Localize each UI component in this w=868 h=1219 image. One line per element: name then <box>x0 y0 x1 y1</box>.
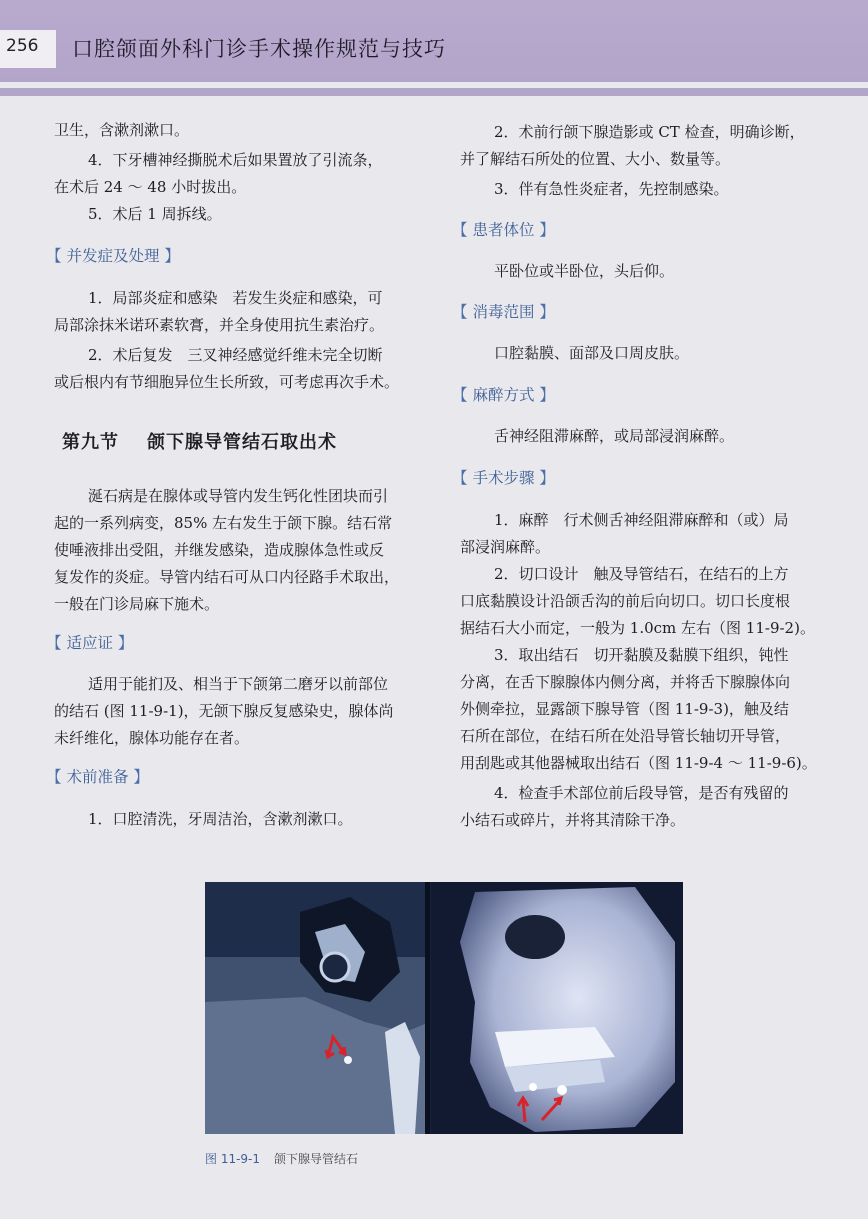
paragraph: 使唾液排出受阻，并继发感染，造成腺体急性或反 <box>54 541 385 559</box>
paragraph: 1．麻醉 行术侧舌神经阻滞麻醉和（或）局 <box>494 511 789 529</box>
paragraph: 外侧牵拉，显露颌下腺导管（图 11-9-3)，触及结 <box>460 700 789 718</box>
book-title: 口腔颌面外科门诊手术操作规范与技巧 <box>72 37 446 61</box>
paragraph: 1．口腔清洗，牙周洁治，含漱剂漱口。 <box>88 810 353 828</box>
paragraph: 2．术前行颌下腺造影或 CT 检查，明确诊断， <box>494 123 805 141</box>
paragraph: 口腔黏膜、面部及口周皮肤。 <box>494 344 690 362</box>
section-title: 颌下腺导管结石取出术 <box>147 432 337 453</box>
subheading-steps: 【 手术步骤 】 <box>452 469 555 487</box>
paragraph: 小结石或碎片，并将其清除干净。 <box>460 811 686 829</box>
paragraph: 分离，在舌下腺腺体内侧分离，并将舌下腺腺体向 <box>460 673 791 691</box>
ct-scan-illustration <box>205 882 683 1134</box>
section-heading <box>62 428 337 454</box>
subheading-preop: 【 术前准备 】 <box>46 768 149 786</box>
subheading-indications: 【 适应证 】 <box>46 634 134 652</box>
subheading-position: 【 患者体位 】 <box>452 221 555 239</box>
paragraph: 用刮匙或其他器械取出结石（图 11-9-4 ～ 11-9-6)。 <box>460 754 817 772</box>
figure-ct-images <box>205 882 683 1134</box>
paragraph: 涎石病是在腺体或导管内发生钙化性团块而引 <box>88 487 389 505</box>
paragraph: 的结石 (图 11-9-1)，无颌下腺反复感染史，腺体尚 <box>54 702 394 720</box>
paragraph: 舌神经阻滞麻醉，或局部浸润麻醉。 <box>494 427 735 445</box>
paragraph: 局部涂抹米诺环素软膏，并全身使用抗生素治疗。 <box>54 316 385 334</box>
paragraph: 部浸润麻醉。 <box>460 538 551 556</box>
paragraph: 3．伴有急性炎症者，先控制感染。 <box>494 180 729 198</box>
paragraph: 一般在门诊局麻下施术。 <box>54 595 220 613</box>
subheading-complications: 【 并发症及处理 】 <box>46 247 180 265</box>
paragraph: 2．术后复发 三叉神经感觉纤维未完全切断 <box>88 346 383 364</box>
figure-caption-text: 颌下腺导管结石 <box>274 1152 359 1166</box>
paragraph: 2．切口设计 触及导管结石，在结石的上方 <box>494 565 789 583</box>
paragraph: 卫生，含漱剂漱口。 <box>54 121 190 139</box>
header-divider <box>0 88 868 96</box>
subheading-disinfection: 【 消毒范围 】 <box>452 303 555 321</box>
paragraph: 适用于能扪及、相当于下颌第二磨牙以前部位 <box>88 675 389 693</box>
paragraph: 5．术后 1 周拆线。 <box>88 205 222 223</box>
subheading-anesthesia: 【 麻醉方式 】 <box>452 386 555 404</box>
paragraph: 口底黏膜设计沿颌舌沟的前后向切口。切口长度根 <box>460 592 791 610</box>
page-number: 256 <box>6 36 39 56</box>
paragraph: 在术后 24 ～ 48 小时拔出。 <box>54 178 247 196</box>
figure-label: 图 11-9-1 <box>205 1152 261 1166</box>
figure-caption <box>205 1150 358 1167</box>
paragraph: 4．检查手术部位前后段导管，是否有残留的 <box>494 784 789 802</box>
paragraph: 未纤维化，腺体功能存在者。 <box>54 729 250 747</box>
paragraph: 起的一系列病变，85% 左右发生于颌下腺。结石常 <box>54 514 393 532</box>
section-number: 第九节 <box>62 432 119 453</box>
paragraph: 3．取出结石 切开黏膜及黏膜下组织，钝性 <box>494 646 789 664</box>
paragraph: 4．下牙槽神经撕脱术后如果置放了引流条， <box>88 151 383 169</box>
paragraph: 1．局部炎症和感染 若发生炎症和感染，可 <box>88 289 383 307</box>
paragraph: 或后根内有节细胞异位生长所致，可考虑再次手术。 <box>54 373 400 391</box>
paragraph: 平卧位或半卧位，头后仰。 <box>494 262 675 280</box>
paragraph: 据结石大小而定，一般为 1.0cm 左右（图 11-9-2)。 <box>460 619 815 637</box>
paragraph: 石所在部位，在结石所在处沿导管长轴切开导管， <box>460 727 791 745</box>
paragraph: 复发作的炎症。导管内结石可从口内径路手术取出， <box>54 568 400 586</box>
paragraph: 并了解结石所处的位置、大小、数量等。 <box>460 150 731 168</box>
